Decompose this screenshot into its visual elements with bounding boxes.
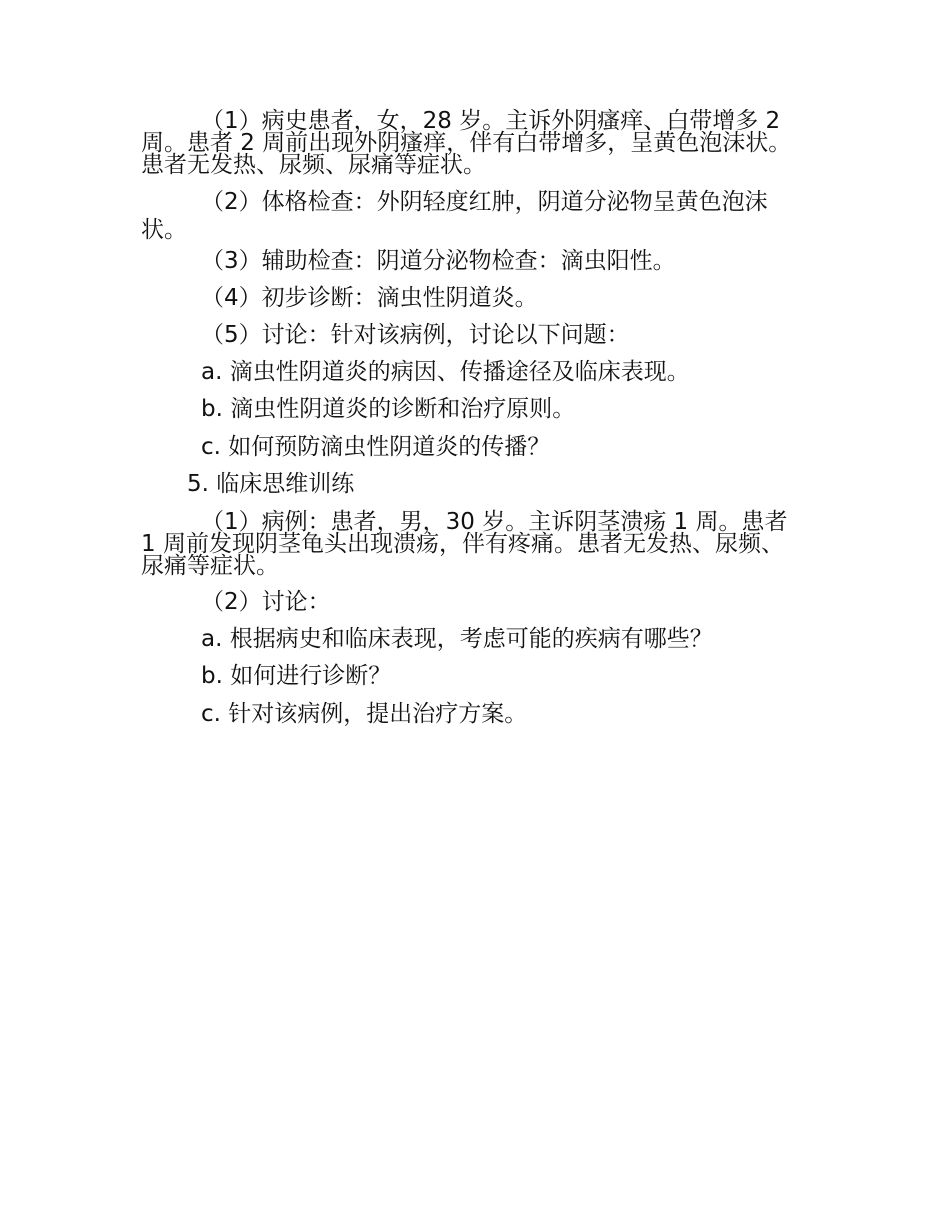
case1-history-paragraph: （1）病史患者，女，28 岁。主诉外阴瘙痒、白带增多 2 周。患者 2 周前出现外阴瘙痒，伴有白带增多，呈黄色泡沫状。患者无发热、尿频、尿痛等症状。 [141, 108, 792, 178]
section5-question-b: b. 如何进行诊断？ [201, 663, 392, 689]
case1-discussion-intro: （5）讨论：针对该病例，讨论以下问题： [201, 322, 630, 348]
section5-case-paragraph: （1）病例：患者，男，30 岁。主诉阴茎溃疡 1 周。患者 1 周前发现阴茎龟头出现溃疡，伴有疼痛。患者无发热、尿频、尿痛等症状。 [141, 509, 788, 579]
case1-physical-exam-paragraph: （2）体格检查：外阴轻度红肿，阴道分泌物呈黄色泡沫状。 [141, 189, 768, 243]
section5-question-a: a. 根据病史和临床表现，考虑可能的疾病有哪些？ [201, 626, 713, 652]
section5-discussion-intro: （2）讨论： [201, 589, 331, 615]
section5-heading: 5. 临床思维训练 [187, 471, 355, 497]
case1-auxiliary-exam: （3）辅助检查：阴道分泌物检查：滴虫阳性。 [201, 248, 676, 274]
section5-question-c: c. 针对该病例，提出治疗方案。 [201, 701, 528, 727]
case1-question-c: c. 如何预防滴虫性阴道炎的传播？ [201, 434, 551, 460]
case1-diagnosis: （4）初步诊断：滴虫性阴道炎。 [201, 285, 538, 311]
case1-question-a: a. 滴虫性阴道炎的病因、传播途径及临床表现。 [201, 359, 690, 385]
case1-question-b: b. 滴虫性阴道炎的诊断和治疗原则。 [201, 396, 576, 422]
